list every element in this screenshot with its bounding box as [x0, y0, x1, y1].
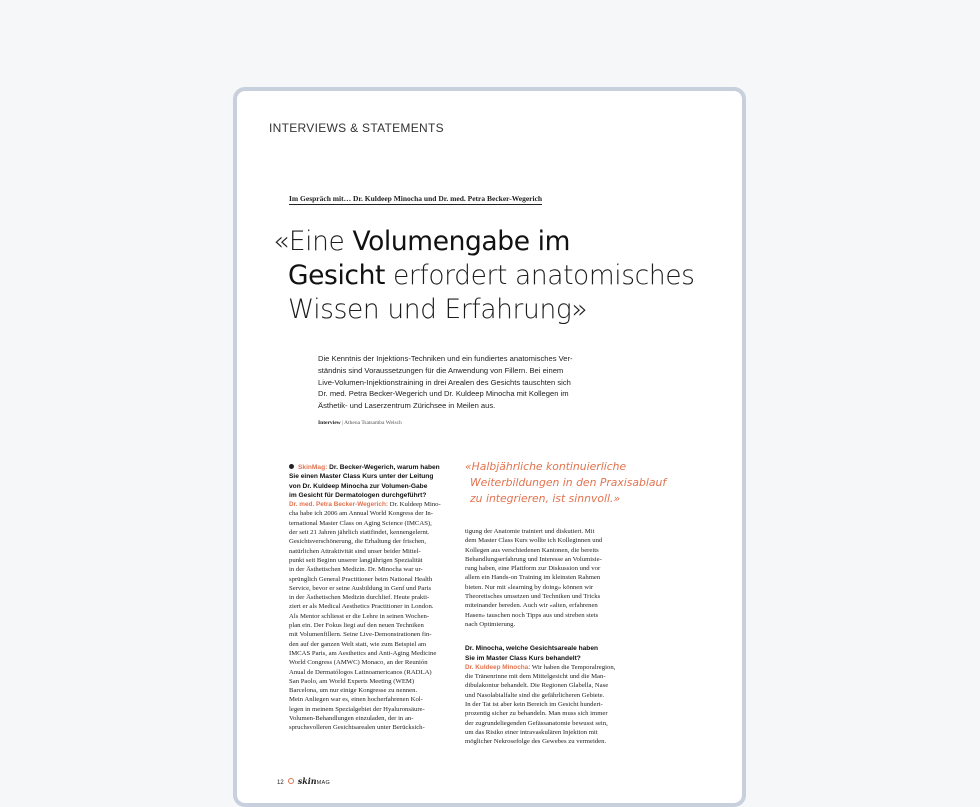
answer-line: Gesichtsverschönerung, die Erhaltung der frischen, [289, 538, 427, 546]
answer-2 [465, 663, 635, 747]
answer-line: punkt seit Beginn unserer langjährigen Spezialität [289, 556, 423, 564]
answer-line: Hasen» tauschen noch Tipps aus und streben stets [465, 611, 599, 619]
speaker-label: Dr. Kuldeep Minocha: [465, 663, 531, 671]
headline-highlight: Volumengabe im [352, 226, 570, 257]
ring-icon [288, 778, 294, 784]
text-column-right [465, 460, 667, 747]
answer-line: Theoretisches umsetzen und Techniken und Tricks [465, 593, 601, 601]
answer-line: dem Master Class Kurs wollte ich Kolleginnen und [465, 537, 603, 545]
pull-quote-line: Weiterbildungen in den Praxisablauf [470, 476, 667, 489]
lead-paragraph [318, 353, 618, 412]
answer-line: ternational Master Class on Aging Science (IMCAS), [289, 519, 432, 527]
headline-part: «Eine [273, 226, 353, 257]
lead-line: ständnis sind Voraussetzungen für die Anwendung von Fillern. Bei einem [318, 365, 564, 375]
answer-line: Kollegen aus verschiedenen Kantonen, die bereits [465, 546, 599, 554]
answer-line: IMCAS Paris, am Aesthetics and Anti-Aging Medicine [289, 649, 437, 657]
answer-line: Barcelona, um nur einige Kongresse zu nennen. [289, 687, 418, 695]
answer-line: Behandlungserfahrung und Interesse an Volumisie- [465, 555, 602, 563]
answer-line: San Paolo, am World Experts Meeting (WEM) [289, 677, 415, 685]
answer-line: in der Ästhetischen Medizin durchlief. Heute prakti- [289, 594, 430, 602]
answer-line: der zugrundeliegenden Gefässanatomie bewusst sein, [465, 719, 608, 727]
interview-kicker: Im Gespräch mit… Dr. Kuldeep Minocha und Dr. med. Petra Becker-Wegerich [289, 194, 543, 203]
answer-1 [289, 500, 456, 732]
brand-label: SkinMag: [298, 464, 328, 471]
headline-part: erfordert anatomisches [384, 260, 695, 291]
bullet-dot-icon [289, 464, 294, 469]
answer-line: cha habe ich 2006 am Annual World Kongress der In- [289, 510, 434, 518]
lead-line: Die Kenntnis der Injektions-Techniken und ein fundiertes anatomisches Ver- [318, 354, 573, 363]
pull-quote-line: «Halbjährliche kontinuierliche [465, 460, 627, 473]
page-number: 12 [277, 780, 284, 786]
answer-line: natürlichen Attraktivität sind unser beider Mittel- [289, 547, 421, 555]
lead-line: Ästhetik- und Laserzentrum Zürichsee in Meilen aus. [318, 401, 496, 411]
answer-line: allem ein Hands-on Training im kleinsten Rahmen [465, 574, 601, 582]
answer-line: und Nasolabialfalte sind die gefährlicheren Gebiete. [465, 691, 605, 699]
question-line: Sie im Master Class Kurs behandelt? [465, 654, 581, 662]
answer-line: sprünglich General Practitioner beim National Health [289, 575, 433, 583]
answer-line: um das Risiko einer intravaskulären Injektion mit [465, 728, 598, 736]
question-line: im Gesicht für Dermatologen durchgeführt? [289, 491, 427, 499]
answer-line: möglicher Nekrosefolge des Gewebes zu vermeiden. [465, 738, 607, 746]
pull-quote [465, 459, 667, 507]
question-1 [289, 463, 456, 500]
answer-line: Service, bevor er seine Ausbildung in Genf und Paris [289, 584, 432, 592]
answer-line: World Congress (AMWC) Monaco, an der Reunión [289, 659, 428, 667]
page-footer [277, 776, 330, 786]
answer-line: Volumen-Behandlungen einzuladen, der in an- [289, 715, 414, 723]
question-2 [465, 644, 635, 663]
byline-label: Interview [318, 420, 341, 426]
magazine-page [233, 87, 746, 807]
pull-quote-line: zu integrieren, ist sinnvoll.» [470, 492, 621, 505]
answer-line: ziert er als Medical Aesthetics Practitioner in London. [289, 603, 434, 611]
answer-line: dibulakontur behandelt. Die Regionen Glabella, Nase [465, 682, 609, 690]
answer-line: plan ein. Der Fokus liegt auf den neuen Techniken [289, 622, 424, 630]
answer-line: in der Ästhetischen Medizin. Dr. Minocha war ur- [289, 566, 423, 574]
answer-line: Mein Anliegen war es, einen hocherfahrenen Kol- [289, 696, 423, 704]
lead-line: Dr. med. Petra Becker-Wegerich und Dr. Kuldeep Minocha mit Kollegen im [318, 389, 569, 399]
speaker-label: Dr. med. Petra Becker-Wegerich: [289, 501, 388, 509]
answer-1-continued [465, 527, 635, 629]
answer-line: der seit 21 Jahren jährlich stattfindet, kennengelernt. [289, 529, 430, 537]
answer-line: rung haben, eine Plattform zur Diskussion und vor [465, 565, 601, 573]
answer-line: miteinander bereden. Auch wir «alten, erfahrenen [465, 602, 598, 610]
byline [318, 420, 402, 426]
section-label: INTERVIEWS & STATEMENTS [269, 121, 444, 135]
answer-line: nach Optimierung. [465, 620, 516, 628]
answer-line: Wir haben die Temporalregion, [530, 663, 616, 671]
logo-mag: MAG [316, 780, 331, 786]
answer-line: den auf der ganzen Welt statt, wie zum Beispiel am [289, 640, 427, 648]
answer-line: Dr. Kuldeep Mino- [387, 501, 441, 509]
answer-line: legen in meinem Spezialgebiet der Hyaluronsäure- [289, 705, 425, 713]
headline-part: Wissen und Erfahrung» [288, 294, 588, 325]
answer-line: tigung der Anatomie trainiert und diskutiert. Mit [465, 528, 595, 535]
byline-author: Athena Tsatsamba Welsch [344, 420, 402, 426]
answer-line: Als Mentor schliesst er die Lehre in seinen Wochen- [289, 612, 430, 620]
logo-skin: skin [297, 776, 317, 786]
headline [273, 225, 733, 327]
headline-highlight: Gesicht [288, 260, 385, 291]
answer-line: die Tränenrinne mit dem Mittelgesicht und die Man- [465, 673, 606, 681]
answer-line: mit Volumenfillern. Seine Live-Demonstrationen fin- [289, 631, 432, 639]
lead-line: Live-Volumen-Injektionstraining in drei Arealen des Gesichts tauschten sich [318, 377, 571, 387]
answer-line: In der Tat ist aber kein Bereich im Gesicht hundert- [465, 701, 603, 709]
answer-line: prozentig sicher zu behandeln. Man muss sich immer [465, 710, 608, 718]
text-column-left [289, 463, 456, 733]
answer-line: spruchsvolleren Gesichtsarealen unter Berücksich- [289, 724, 425, 732]
question-line: Sie einen Master Class Kurs unter der Leitung [289, 473, 434, 481]
question-line: Dr. Becker-Wegerich, warum haben [327, 464, 440, 471]
question-line: Dr. Minocha, welche Gesichtsareale haben [465, 645, 599, 653]
question-line: von Dr. Kuldeep Minocha zur Volumen-Gabe [289, 482, 428, 490]
byline-separator: | [340, 420, 345, 426]
answer-line: Anual de Dermatólogos Latinoamericanos (RADLA) [289, 668, 432, 676]
answer-line: bieten. Nur mit «learning by doing» können wir [465, 583, 594, 591]
